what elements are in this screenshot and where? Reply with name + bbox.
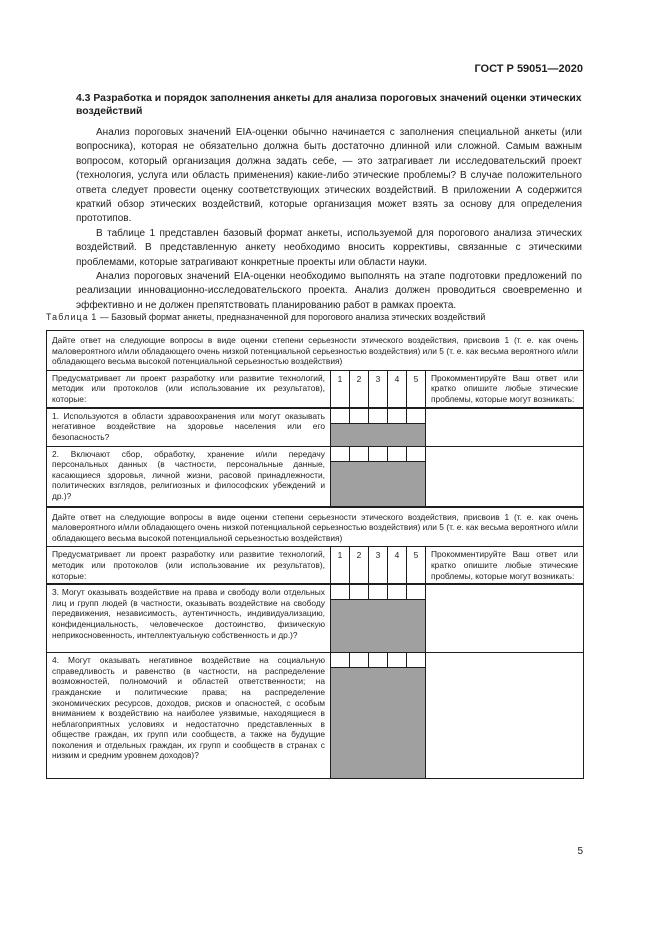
question-row bbox=[47, 584, 584, 600]
paragraph-3: Анализ пороговых значений EIA-оценки необходимо выполнять на этапе подготовки предложений по реализации инновационно-исследовательского проекта. Анализ должен проводиться своевременно и эффективно и не должен препятствовать планированию работ в рамках проекта. bbox=[76, 271, 582, 311]
rating-cell[interactable] bbox=[369, 408, 388, 424]
rating-cell[interactable] bbox=[407, 653, 426, 668]
rating-cell[interactable] bbox=[331, 446, 350, 461]
rating-cell[interactable] bbox=[331, 584, 350, 600]
instruction-cell: Дайте ответ на следующие вопросы в виде оценки степени серьезности этического воздействия, присвоив 1 (т. е. как очень маловероятного и/или обладающего очень низкой потенциальной серьезностью воздействия) или 5 (т. е. как весьма вероятного и/или обладающего весьма высокой потенциальной серьезностью воздействия) bbox=[47, 331, 584, 371]
table-caption-label: Таблица bbox=[46, 312, 89, 322]
question-row bbox=[47, 408, 584, 424]
paragraph-2: В таблице 1 представлен базовый формат анкеты, используемой для порогового анализа этических воздействий. В представленную анкету необходимо вносить коррективы, связанные с этическими проблемами, которые затрагивают конкретные проекты или области науки. bbox=[76, 227, 582, 268]
scale-4: 4 bbox=[388, 547, 407, 584]
header-row bbox=[47, 370, 584, 407]
rating-cell[interactable] bbox=[350, 584, 369, 600]
rating-cell[interactable] bbox=[369, 653, 388, 668]
questionnaire-table bbox=[46, 330, 584, 779]
question-header: Предусматривает ли проект разработку или развитие технологий, методик или протоколов (или использование их результатов), которые: bbox=[47, 547, 331, 584]
comment-cell[interactable] bbox=[426, 584, 584, 653]
page-number: 5 bbox=[577, 846, 583, 857]
scale-4: 4 bbox=[388, 370, 407, 407]
rating-cell[interactable] bbox=[388, 446, 407, 461]
paragraph-1: Анализ пороговых значений EIA-оценки обычно начинается с заполнения специальной анкеты (или вопросника), которая не обязательно должна быть достаточно длинной или сложной. Самым важным вопросом, который организация должна задать себе, — это затрагивает ли исследовательский проект (технология, услуга или область применения) какие-либо этические проблемы? В случае положительного ответа следует провести оценку соответствующих этических воздействий. В приложении А содержится краткий обзор этических воздействий, которые организация может взять за основу для определения прототипов. bbox=[76, 127, 582, 225]
section-title: 4.3 Разработка и порядок заполнения анкеты для анализа пороговых значений оценки этических воздействий bbox=[76, 93, 582, 117]
table-caption-text: — Базовый формат анкеты, предназначенной для порогового анализа этических воздействий bbox=[97, 312, 486, 322]
table-caption-number: 1 bbox=[91, 312, 98, 322]
question-text: 4. Могут оказывать негативное воздействие на социальную справедливость и равенство (в частности, на распределение возможностей, полномочий и областей ответственности; на гражданские и политические права; на распределение экономических ресурсов, доходов, рисков и опасностей, с особым вниманием к воздействию на наиболее уязвимые, находящиеся в неблагоприятных условиях и недостаточно представленных в обществе граждан, их групп или сообществ, а также на будущие поколения и отдельных граждан, их групп и сообществ в странах с низким и средним уровнем доходов)? bbox=[47, 653, 331, 779]
scale-3: 3 bbox=[369, 547, 388, 584]
rating-cell[interactable] bbox=[388, 653, 407, 668]
question-header: Предусматривает ли проект разработку или развитие технологий, методик или протоколов (или использование их результатов), которые: bbox=[47, 370, 331, 407]
shaded-cell bbox=[331, 461, 426, 507]
question-text: 1. Используются в области здравоохранения или могут оказывать негативное воздействие на здоровье населения или его безопасность? bbox=[47, 408, 331, 447]
question-row bbox=[47, 446, 584, 461]
scale-5: 5 bbox=[407, 547, 426, 584]
rating-cell[interactable] bbox=[350, 408, 369, 424]
rating-cell[interactable] bbox=[388, 408, 407, 424]
scale-1: 1 bbox=[331, 370, 350, 407]
rating-cell[interactable] bbox=[369, 584, 388, 600]
shaded-cell bbox=[331, 668, 426, 779]
header-row bbox=[47, 547, 584, 584]
rating-cell[interactable] bbox=[407, 446, 426, 461]
scale-1: 1 bbox=[331, 547, 350, 584]
question-text: 3. Могут оказывать воздействие на права и свободу воли отдельных лиц и групп людей (в частности, оказывать воздействие на свободу передвижения, независимость, аутентичность, индивидуализацию, конфиденциальность, человеческое достоинство, физическую неприкосновенность, интеллектуальную собственность и др.)? bbox=[47, 584, 331, 653]
comment-header: Прокомментируйте Ваш ответ или кратко опишите любые этические проблемы, которые могут возникать: bbox=[426, 370, 584, 407]
question-row bbox=[47, 653, 584, 668]
rating-cell[interactable] bbox=[407, 584, 426, 600]
scale-5: 5 bbox=[407, 370, 426, 407]
body-text bbox=[76, 126, 582, 313]
table-caption bbox=[46, 312, 485, 322]
scale-2: 2 bbox=[350, 370, 369, 407]
scale-3: 3 bbox=[369, 370, 388, 407]
instruction-row bbox=[47, 507, 584, 547]
comment-cell[interactable] bbox=[426, 446, 584, 507]
rating-cell[interactable] bbox=[407, 408, 426, 424]
shaded-cell bbox=[331, 423, 426, 446]
rating-cell[interactable] bbox=[331, 408, 350, 424]
rating-cell[interactable] bbox=[350, 653, 369, 668]
comment-header: Прокомментируйте Ваш ответ или кратко опишите любые этические проблемы, которые могут возникать: bbox=[426, 547, 584, 584]
instruction-cell: Дайте ответ на следующие вопросы в виде оценки степени серьезности этического воздействия, присвоив 1 (т. е. как очень маловероятного и/или обладающего очень низкой потенциальной серьезностью воздействия) или 5 (т. е. как весьма вероятного и/или обладающего весьма высокой потенциальной серьезностью воздействия) bbox=[47, 507, 584, 547]
comment-cell[interactable] bbox=[426, 653, 584, 779]
rating-cell[interactable] bbox=[369, 446, 388, 461]
rating-cell[interactable] bbox=[350, 446, 369, 461]
standard-code: ГОСТ Р 59051—2020 bbox=[474, 63, 583, 75]
comment-cell[interactable] bbox=[426, 408, 584, 447]
shaded-cell bbox=[331, 600, 426, 653]
scale-2: 2 bbox=[350, 547, 369, 584]
question-text: 2. Включают сбор, обработку, хранение и/или передачу персональных данных (в частности, персональные данные, касающиеся здоровья, личной жизни, расовой принадлежности, политических взглядов, религиозных и философских убеждений и др.)? bbox=[47, 446, 331, 507]
instruction-row bbox=[47, 331, 584, 371]
rating-cell[interactable] bbox=[388, 584, 407, 600]
rating-cell[interactable] bbox=[331, 653, 350, 668]
